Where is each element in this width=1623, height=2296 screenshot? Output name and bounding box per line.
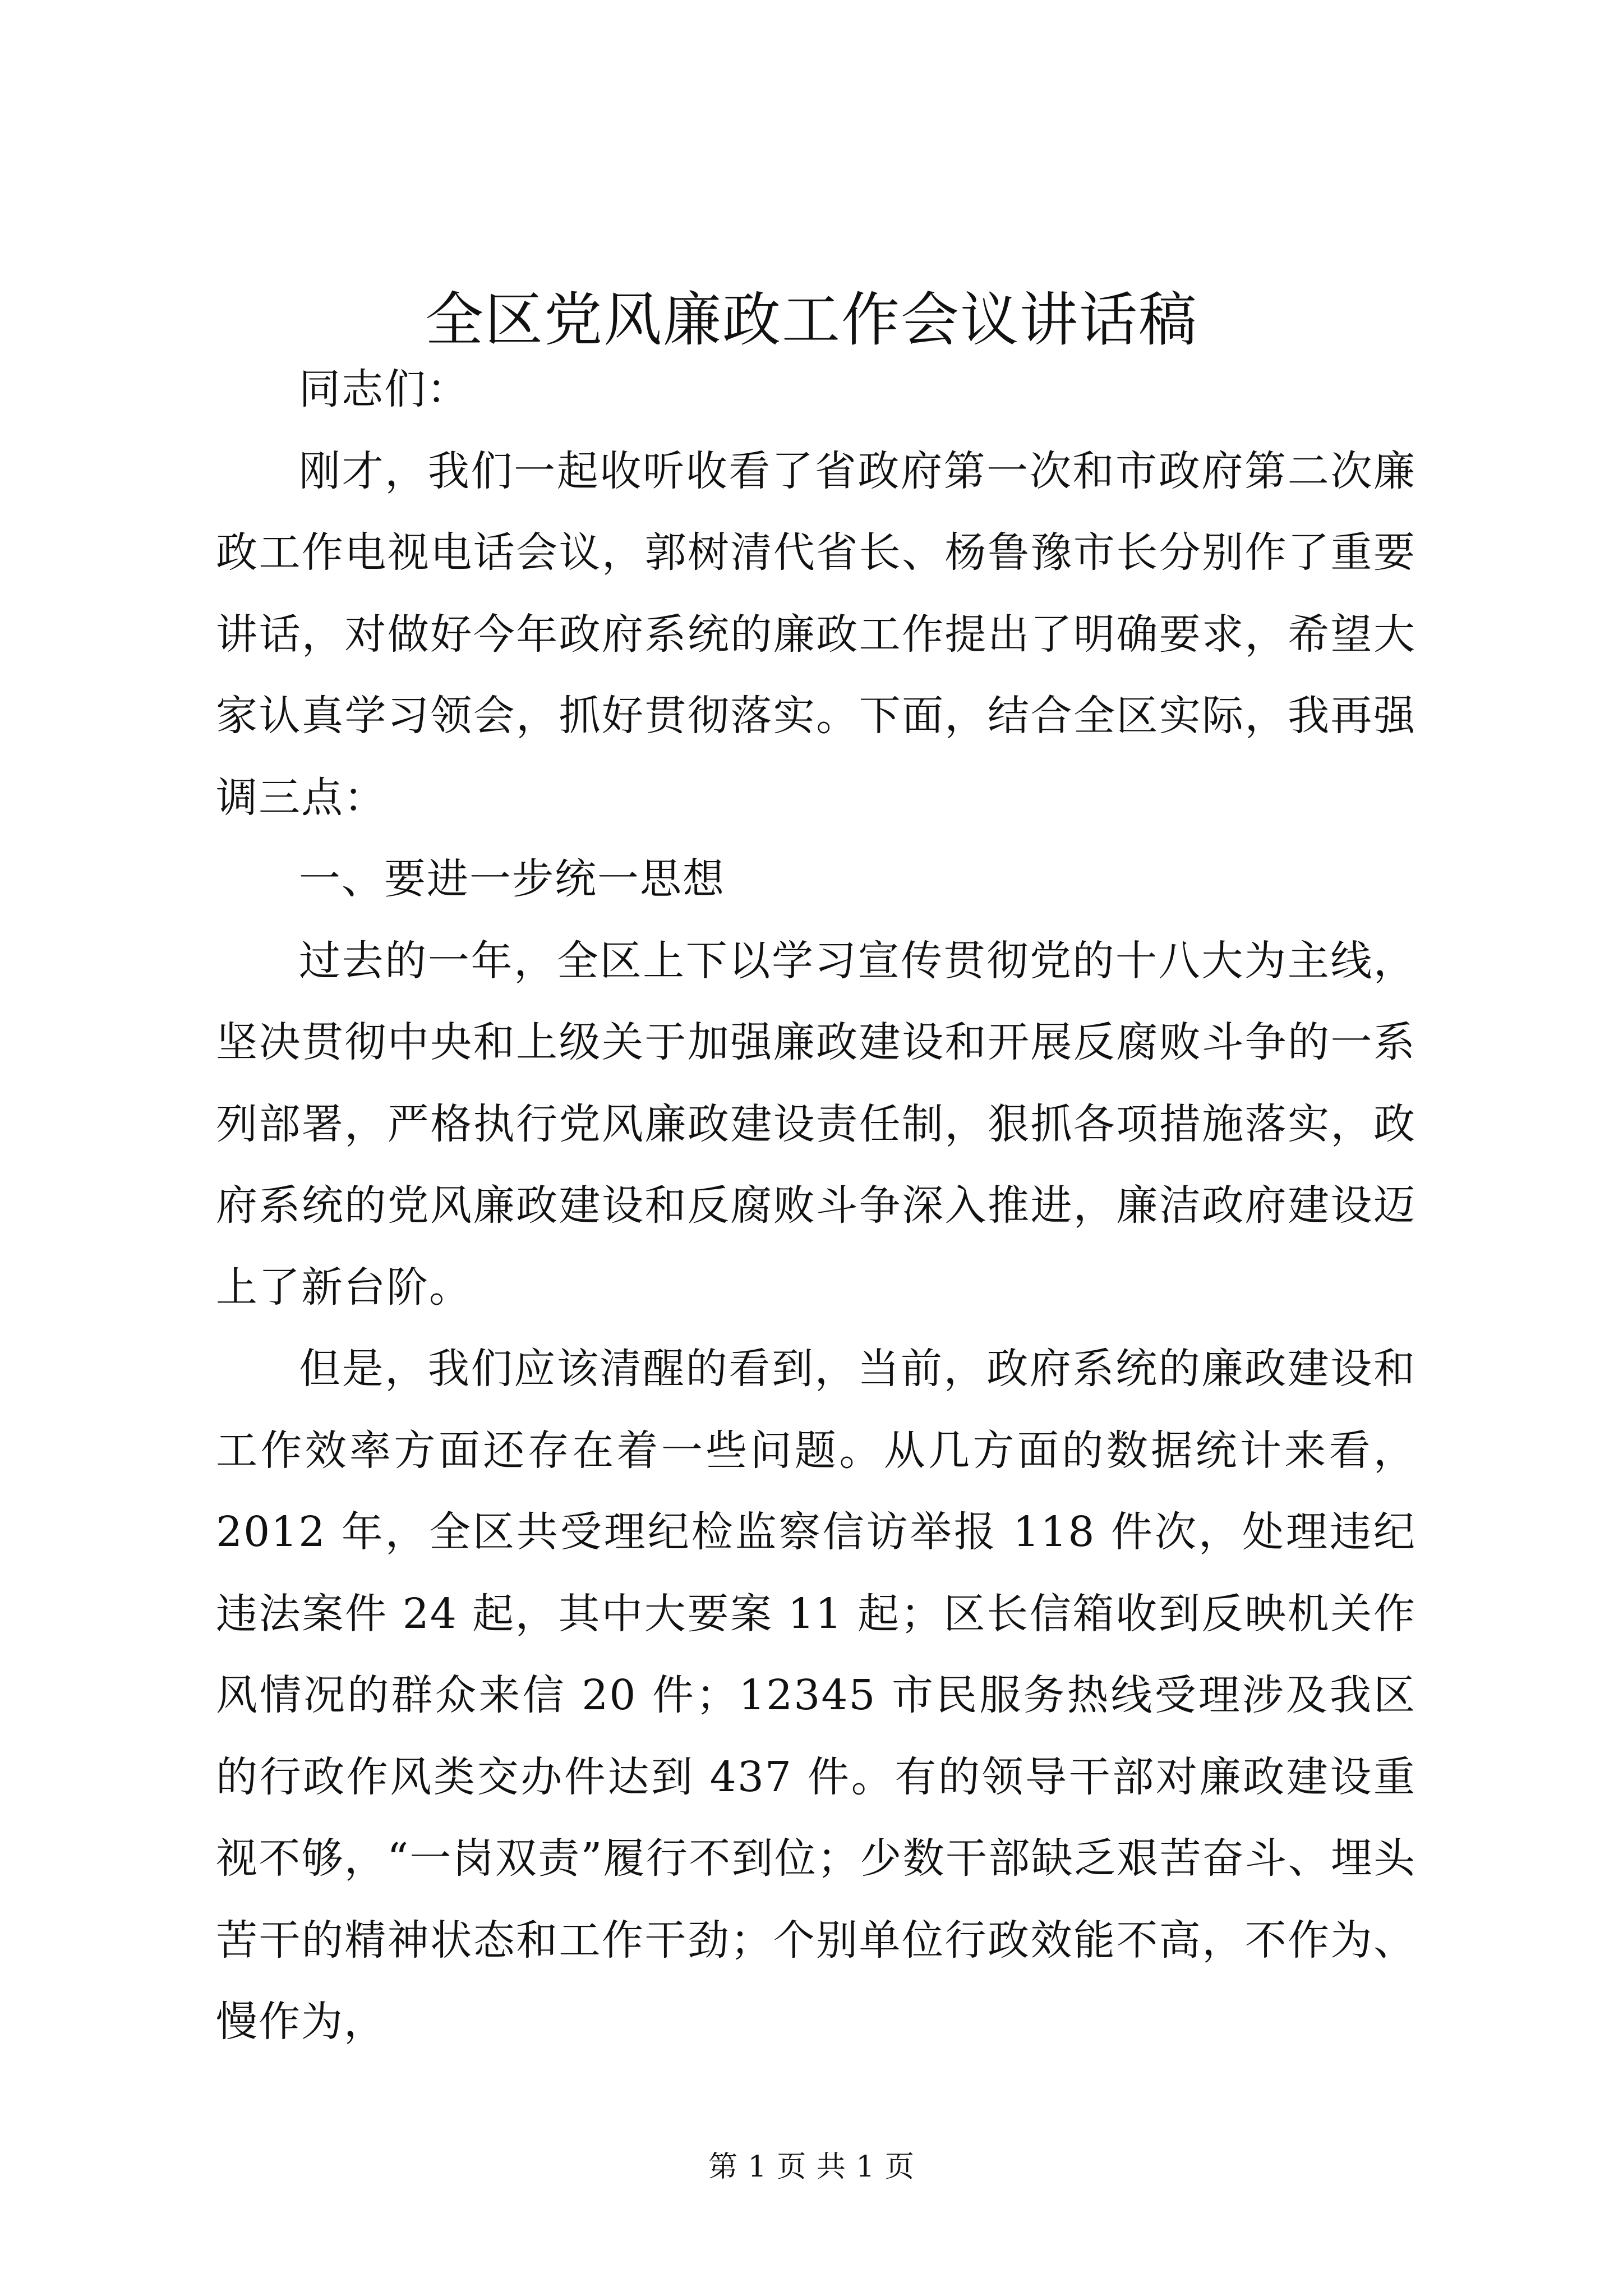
problems-paragraph: 但是，我们应该清醒的看到，当前，政府系统的廉政建设和工作效率方面还存在着一些问题。从几方面的数据统计来看，2012 年，全区共受理纪检监察信访举报 118 件次，处理违纪违法案件 24 起，其中大要案 11 起；区长信箱收到反映机关作风情况的群众来信 20 件；12345 市民服务热线受理涉及我区的行政作风类交办件达到 437 件。有的领导干部对廉政建设重视不够，“一岗双责”履行不到位；少数干部缺乏艰苦奋斗、埋头苦干的精神状态和工作干劲；个别单位行政效能不高，不作为、慢作为， xyxy=(216,1345,1416,2046)
document-body xyxy=(216,349,1416,2063)
section-heading: 一、要进一步统一思想 xyxy=(299,855,725,903)
opening-paragraph: 刚才，我们一起收听收看了省政府第一次和市政府第二次廉政工作电视电话会议，郭树清代省长、杨鲁豫市长分别作了重要讲话，对做好今年政府系统的廉政工作提出了明确要求，希望大家认真学习领会，抓好贯彻落实。下面，结合全区实际，我再强调三点： xyxy=(216,447,1416,822)
page-footer: 第 1 页 共 1 页 xyxy=(708,2150,915,2184)
document-title: 全区党风廉政工作会议讲话稿 xyxy=(425,286,1198,354)
review-paragraph: 过去的一年，全区上下以学习宣传贯彻党的十八大为主线，坚决贯彻中央和上级关于加强廉政建设和开展反腐败斗争的一系列部署，严格执行党风廉政建设责任制，狠抓各项措施落实，政府系统的党风廉政建设和反腐败斗争深入推进，廉洁政府建设迈上了新台阶。 xyxy=(216,936,1416,1312)
salutation-paragraph: 同志们： xyxy=(299,365,469,413)
